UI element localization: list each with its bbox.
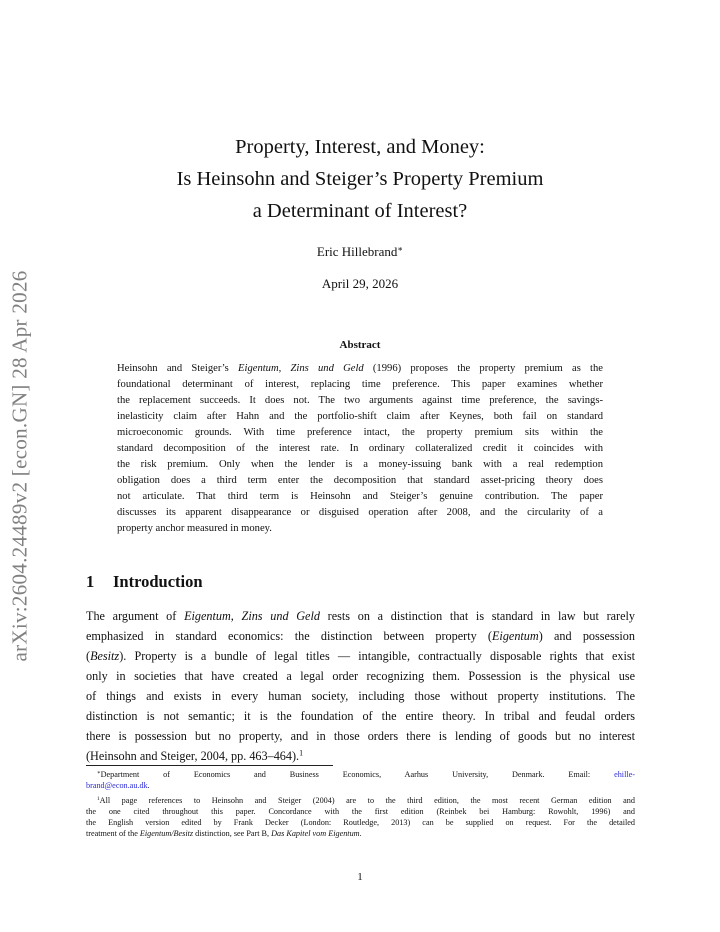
abstract-line	[117, 521, 603, 537]
text-run: Department of Economics and Business Economics, Aarhus University, Denmark. Email:	[100, 770, 615, 779]
paper-title-line-2: Is Heinsohn and Steiger’s Property Premium	[176, 168, 544, 190]
text-run: the English version edited by Frank Decker (London: Routledge, 2013) can be supplied on request. For the detailed	[86, 818, 635, 827]
text-run: (Heinsohn and Steiger, 2004, pp. 463–464).	[86, 749, 300, 763]
text-run: distinction is not semantic; it is the foundation of the entire theory. In tribal and feudal orders	[86, 709, 635, 723]
text-run: ) and possession	[538, 629, 635, 643]
author-footnote-mark: ∗	[397, 243, 404, 254]
text-run: standard decomposition of the interest rate. In ordinary collateralized credit it coincides with	[117, 443, 603, 454]
body-text-line	[86, 626, 635, 646]
paper-title-line-1: Property, Interest, and Money:	[235, 136, 485, 158]
author-line	[0, 244, 720, 260]
footnote-line	[86, 817, 635, 828]
text-run: distinction, see Part B,	[193, 829, 272, 838]
body-text-line	[86, 686, 635, 706]
text-run: ). Property is a bundle of legal titles — intangible, contractually disposable rights that exist	[119, 649, 635, 663]
footnote-mark: 1	[299, 748, 304, 758]
body-text-line	[86, 706, 635, 726]
text-run: .	[359, 829, 362, 838]
italic-text: Das Kapitel vom Eigentum	[271, 829, 360, 838]
body-text-line	[86, 746, 635, 766]
section-heading	[86, 572, 203, 592]
text-run: rests on a distinction that is standard in law but rarely	[319, 609, 635, 623]
abstract-line	[117, 361, 603, 377]
text-run: (1996) proposes the property premium as the	[363, 363, 603, 374]
body-text-line	[86, 666, 635, 686]
section-title: Introduction	[113, 572, 203, 591]
text-run: not articulate. That third term is Heinsohn and Steiger’s genuine contribution. The paper	[117, 491, 603, 502]
abstract-line	[117, 505, 603, 521]
text-run: microeconomic grounds. With time preference intact, the property premium sits within the	[117, 427, 603, 438]
text-run: property anchor measured in money.	[117, 523, 272, 534]
abstract-line	[117, 441, 603, 457]
italic-text: Eigentum, Zins und Geld	[184, 609, 320, 623]
footnote-rule	[86, 765, 333, 766]
body-text-line	[86, 726, 635, 746]
abstract-line	[117, 377, 603, 393]
text-run: there is possession but no property, and in those orders there is lending of goods but no interest	[86, 729, 635, 743]
abstract-line	[117, 457, 603, 473]
email-link[interactable]: brand@econ.au.dk	[86, 781, 148, 790]
abstract-line	[117, 473, 603, 489]
arxiv-identifier: arXiv:2604.24489v2 [econ.GN] 28 Apr 2026	[7, 270, 32, 662]
text-run: discusses its apparent disappearance or disguised operation after 2008, and the circularity of a	[117, 507, 603, 518]
footnote-line	[86, 806, 635, 817]
text-run: only in societies that have created a legal order recognizing them. Possession is the physical use	[86, 669, 635, 683]
italic-text: Eigentum, Zins und Geld	[238, 363, 364, 374]
page-number: 1	[357, 871, 363, 883]
text-run: The argument of	[86, 609, 185, 623]
text-run: Heinsohn and Steiger’s	[117, 363, 239, 374]
footnote-mark: ∗	[97, 770, 101, 777]
text-run: obligation does a third term enter the decomposition that standard asset-pricing theory does	[117, 475, 603, 486]
text-run: All page references to Heinsohn and Steiger (2004) are to the third edition, the most recent German edition and	[99, 796, 635, 805]
text-run: inelasticity claim after Hahn and the portfolio-shift claim after Keynes, both fail on standard	[117, 411, 603, 422]
footnote-line	[86, 795, 635, 806]
abstract-line	[117, 425, 603, 441]
abstract-line	[117, 489, 603, 505]
author-name: Eric Hillebrand	[316, 244, 398, 259]
text-run: treatment of the	[86, 829, 140, 838]
text-run: emphasized in standard economics: the distinction between property (	[86, 629, 492, 643]
text-run: of things and exists in every human society, including those without property institutions. The	[86, 689, 635, 703]
italic-text: Eigentum	[491, 629, 539, 643]
section-number: 1	[86, 572, 95, 591]
body-text-line	[86, 606, 635, 626]
paper-title-line-3: a Determinant of Interest?	[252, 200, 468, 222]
footnote-line	[86, 828, 635, 839]
paper-date: April 29, 2026	[321, 276, 399, 291]
abstract-line	[117, 393, 603, 409]
footnote-line	[86, 780, 635, 791]
abstract-heading: Abstract	[339, 339, 381, 351]
text-run: the one cited throughout this paper. Concordance with the first edition (Reinbek bei Hamburg: Rowohlt, 1996) and	[86, 807, 635, 816]
text-run: .	[147, 781, 150, 790]
email-link[interactable]: ehille-	[614, 770, 635, 779]
text-run: the replacement succeeds. It does not. The two arguments against time preference, the savings-	[117, 395, 603, 406]
footnote-line	[86, 769, 635, 780]
italic-text: Besitz	[90, 649, 120, 663]
text-run: foundational determinant of interest, replacing time preference. This paper examines whether	[117, 379, 603, 390]
footnote-mark: 1	[97, 796, 100, 803]
text-run: (	[86, 649, 91, 663]
text-run: the risk premium. Only when the lender is a money-issuing bank with a real redemption	[117, 459, 603, 470]
abstract-line	[117, 409, 603, 425]
italic-text: Eigentum/Besitz	[139, 829, 194, 838]
body-text-line	[86, 646, 635, 666]
